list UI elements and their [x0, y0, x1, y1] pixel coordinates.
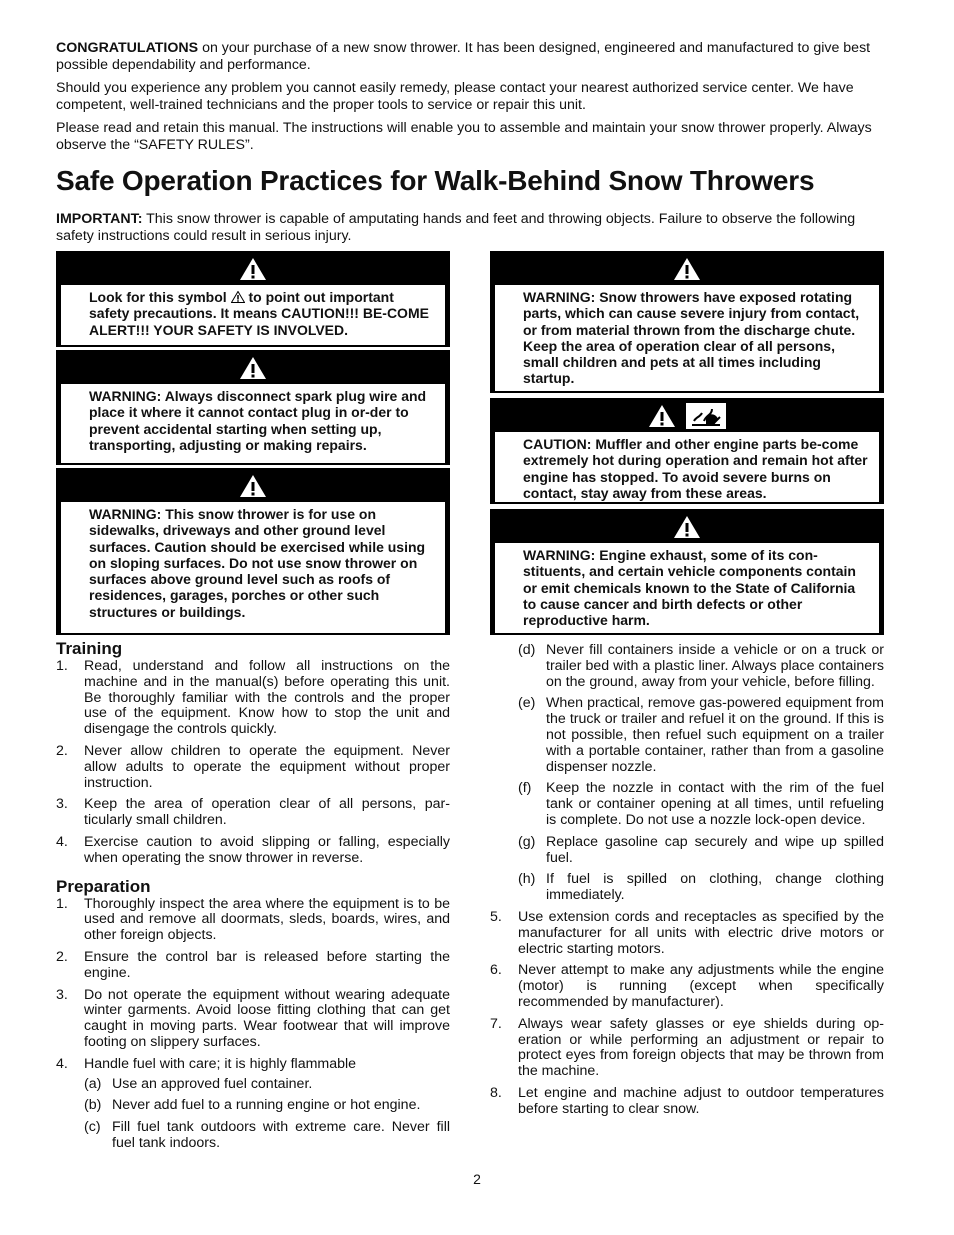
safety-symbol-text-b: to point out important safety precautions. It means CAUTION!!! BE-COME ALERT!!! YOUR SAFETY IS INVOLVED.: [89, 289, 429, 338]
intro-paragraph-2: Should you experience any problem you cannot easily remedy, please contact your nearest authorized service center. We have competent, well-trained technicians and the proper tools to service or repair this unit.: [56, 80, 854, 113]
training-heading: Training: [56, 639, 123, 658]
list-item: [490, 963, 884, 1010]
list-item: [56, 835, 450, 867]
list-item-number: 1.: [56, 895, 68, 912]
list-item-number: 2.: [56, 948, 68, 965]
list-item-number: (e): [518, 695, 536, 712]
list-item-number: 3.: [56, 796, 68, 813]
sub-list-item-letter: (c): [84, 1119, 101, 1136]
list-item-text: Thoroughly inspect the area where the equipment is to be used and remove all doormats, sleds, boards, wires, and other foreign objects.: [84, 895, 450, 944]
list-item-text: If fuel is spilled on clothing, change clothing immediately.: [546, 871, 884, 904]
safety-symbol-box: [56, 251, 450, 347]
list-item-number: 4.: [56, 1055, 68, 1072]
list-item: [518, 781, 884, 828]
sub-list-item-text: Fill fuel tank outdoors with extreme care. Never fill fuel tank indoors.: [112, 1119, 450, 1151]
list-item-text: Never allow children to operate the equipment. Never allow adults to operate the equipment without proper instruction.: [84, 742, 450, 791]
page-number: 2: [473, 1171, 481, 1187]
safety-symbol-text: [61, 285, 445, 345]
warning-triangle-icon: [239, 257, 267, 281]
inline-warning-icon: [231, 291, 245, 303]
list-item: [518, 835, 884, 867]
sub-list-item-letter: (a): [84, 1075, 102, 1092]
preparation-heading: Preparation: [56, 876, 151, 896]
spark-plug-warning-text: WARNING: Always disconnect spark plug wire and place it where it cannot contact plug in or-der to prevent accidental starting when setting up, transporting, adjusting or making repairs.: [61, 384, 445, 463]
list-item-number: 6.: [490, 962, 502, 979]
intro-paragraph-3: Please read and retain this manual. The instructions will enable you to assemble and maintain your snow thrower properly. Always observe the “SAFETY RULES”.: [56, 120, 872, 153]
list-item: [56, 1057, 450, 1152]
warning-triangle-icon: [239, 474, 267, 498]
right-numbered-list: [490, 910, 884, 1118]
list-item-text: Handle fuel with care; it is highly flammable: [84, 1055, 357, 1072]
list-item-number: 7.: [490, 1015, 502, 1032]
list-item-text: Do not operate the equipment without wearing adequate winter garments. Avoid loose fitting clothing that can get caught in moving parts. Wear footwear that will improve footing on slippery surfaces.: [84, 986, 450, 1050]
sub-list-item-text: Never add fuel to a running engine or hot engine.: [112, 1097, 421, 1114]
left-column: [56, 251, 450, 1158]
list-item-text: Let engine and machine adjust to outdoor temperatures before starting to clear snow.: [518, 1084, 884, 1117]
preparation-list: [56, 897, 450, 1152]
list-item-number: (d): [518, 642, 536, 658]
sub-list-item-letter: (b): [84, 1097, 102, 1114]
sub-list: [84, 1077, 450, 1152]
warning-bar: [492, 253, 882, 285]
list-item-text: Read, understand and follow all instructions on the machine and in the manual(s) before operating this unit. Be thoroughly familiar with the controls and the proper use of the equipment. Know how to stop the unit and disengage the controls quickly.: [84, 658, 450, 738]
list-item: [518, 643, 884, 690]
surface-warning-text: WARNING: This snow thrower is for use on sidewalks, driveways and other ground level surfaces. Caution should be exercised while using on sloping surfaces. Do not use snow thrower on surfaces above ground level such as roofs of residences, garages, porches or other such structures or buildings.: [61, 502, 445, 633]
list-item-text: Exercise caution to avoid slipping or falling, especially when operating the snow thrower in reverse.: [84, 833, 450, 866]
list-item-number: (f): [518, 780, 532, 797]
congratulations-label: CONGRATULATIONS: [56, 40, 199, 56]
list-item: [56, 897, 450, 944]
list-item: [518, 872, 884, 904]
list-item-text: Use extension cords and receptacles as specified by the manufacturer for all units with electric drive motors or electric starting motors.: [518, 908, 884, 957]
list-item-number: 3.: [56, 986, 68, 1003]
list-item: [490, 910, 884, 957]
training-list: [56, 659, 450, 867]
list-item: [518, 696, 884, 775]
warning-bar: [58, 470, 448, 502]
list-item: [56, 744, 450, 791]
list-item-number: 2.: [56, 742, 68, 759]
list-item-text: Keep the nozzle in contact with the rim of the fuel tank or container opening at all times, until refueling is complete. Do not use a nozzle lock-open device.: [546, 780, 884, 828]
surface-warning-box: [56, 468, 450, 635]
exhaust-warning-text: WARNING: Engine exhaust, some of its con-stituents, and certain vehicle components contain or emit chemicals known to the State of California to cause cancer and birth defects or other reproductive harm.: [495, 543, 879, 633]
intro-p1-text: on your purchase of a new snow thrower. It has been designed, engineered and manufactured to give best possible dependability and performance.: [56, 40, 871, 73]
list-item-number: 8.: [490, 1084, 502, 1101]
warning-bar: [492, 400, 882, 432]
hot-parts-caution-text: CAUTION: Muffler and other engine parts be-come extremely hot during operation and remain hot after engine has stopped. To avoid severe burns on contact, stay away from these areas.: [495, 432, 879, 502]
right-column: [490, 251, 884, 1124]
list-item-text: When practical, remove gas-powered equipment from the truck or trailer and refuel it on the ground. If this is not possible, then refuel such equipment on a trailer with a portable container, rather than from a gasoline dispenser nozzle.: [546, 695, 884, 775]
list-item-text: Replace gasoline cap securely and wipe up spilled fuel.: [546, 833, 884, 866]
important-label: IMPORTANT:: [56, 211, 143, 227]
intro-paragraph-1: [56, 40, 884, 73]
warning-bar: [492, 511, 882, 543]
list-item: [56, 988, 450, 1051]
sub-list-item: [84, 1120, 450, 1152]
fuel-sub-list: [490, 643, 884, 904]
list-item-text: Never fill containers inside a vehicle or on a truck or trailer bed with a plastic liner. Always place containers on the ground, away from your vehicle, before filling.: [546, 642, 884, 690]
spark-plug-warning-box: [56, 350, 450, 465]
rotating-parts-warning-text: WARNING: Snow throwers have exposed rotating parts, which can cause severe injury from contact, or from material thrown from the discharge chute. Keep the area of operation clear of all persons, small children and pets at all times including startup.: [495, 285, 879, 391]
warning-bar: [58, 352, 448, 384]
list-item: [56, 659, 450, 738]
list-item-number: 1.: [56, 658, 68, 674]
page-title: Safe Operation Practices for Walk-Behind Snow Throwers: [56, 165, 815, 196]
hot-surface-icon: [686, 403, 726, 429]
safety-symbol-text-a: Look for this symbol: [89, 289, 231, 305]
hot-parts-caution-box: [490, 398, 884, 504]
sub-list-item: [84, 1077, 450, 1093]
list-item-number: (h): [518, 871, 536, 888]
list-item-number: 5.: [490, 908, 502, 925]
list-item-number: 4.: [56, 833, 68, 850]
list-item-text: Keep the area of operation clear of all persons, par-ticularly small children.: [84, 796, 450, 829]
important-notice: [56, 211, 884, 244]
list-item: [56, 950, 450, 982]
list-item-text: Always wear safety glasses or eye shields during op-eration or while performing an adjustment or repair to protect eyes from foreign objects that may be thrown from the machine.: [518, 1015, 884, 1080]
warning-triangle-icon: [673, 515, 701, 539]
warning-triangle-icon: [648, 404, 676, 428]
list-item-number: (g): [518, 833, 536, 850]
list-item-text: Ensure the control bar is released before starting the engine.: [84, 948, 450, 981]
sub-list-item: [84, 1098, 450, 1114]
list-item: [490, 1017, 884, 1080]
list-item-text: Never attempt to make any adjustments while the engine (motor) is running (except when specifically recommended by manufacturer).: [518, 962, 884, 1010]
warning-triangle-icon: [239, 356, 267, 380]
warning-bar: [58, 253, 448, 285]
list-item: [56, 797, 450, 829]
list-item: [490, 1086, 884, 1118]
sub-list-item-text: Use an approved fuel container.: [112, 1075, 313, 1092]
warning-triangle-icon: [673, 257, 701, 281]
exhaust-warning-box: [490, 509, 884, 635]
rotating-parts-warning-box: [490, 251, 884, 393]
important-text: This snow thrower is capable of amputating hands and feet and throwing objects. Failure to observe the following safety instructions could result in serious injury.: [56, 211, 856, 244]
